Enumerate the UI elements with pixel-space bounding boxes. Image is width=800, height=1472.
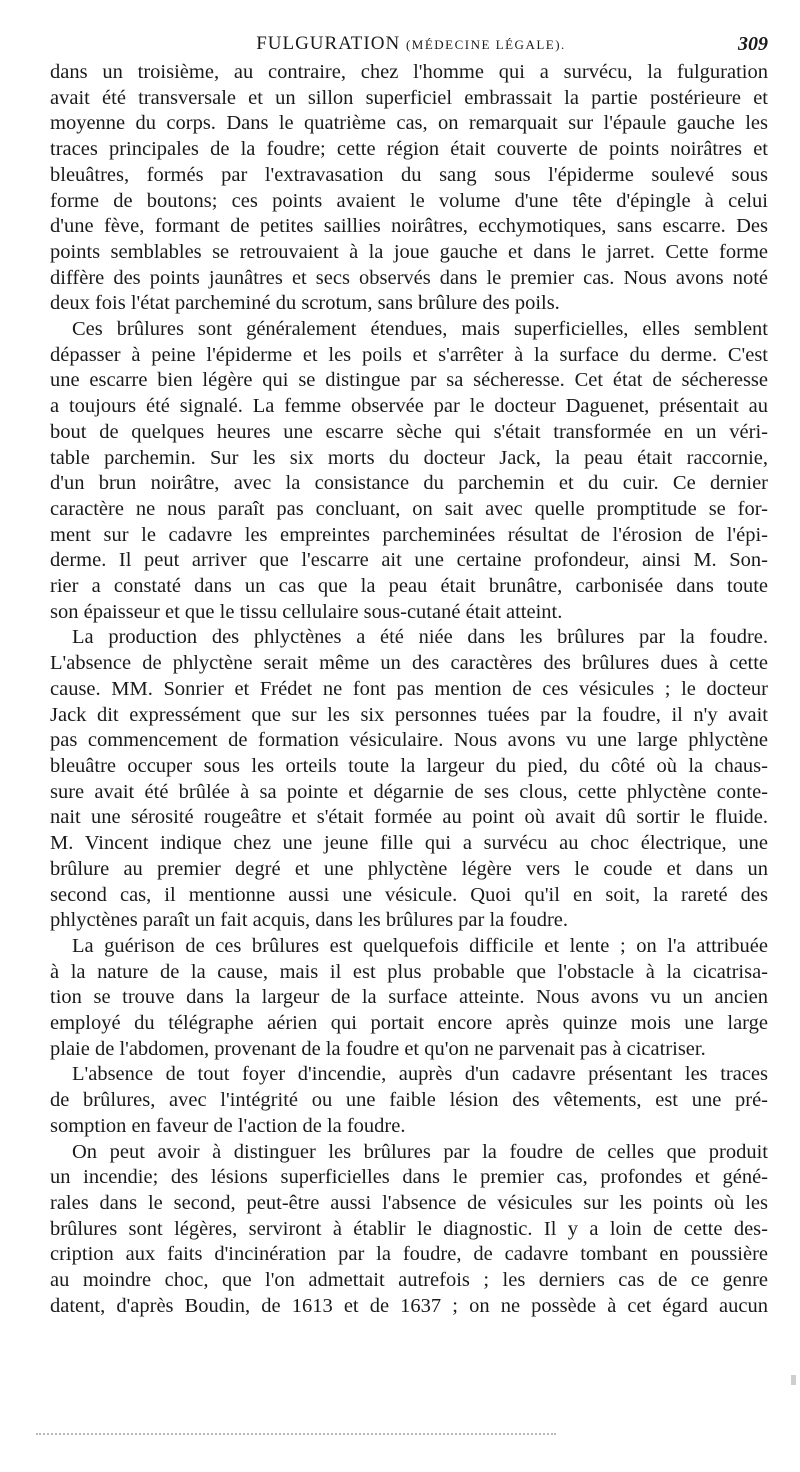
text-line: diffère des points jaunâtres et secs observés dans le premier cas. Nous avons noté: [50, 266, 768, 289]
running-title-main: FULGURATION: [256, 33, 401, 54]
body-text: [50, 60, 768, 1319]
text-line: somption en faveur de l'action de la foudre.: [50, 1114, 406, 1137]
text-line: Ces brûlures sont généralement étendues, mais superficielles, elles semblent: [72, 318, 768, 341]
text-line: points semblables se retrouvaient à la joue gauche et dans le jarret. Cette forme: [50, 240, 768, 263]
text-line: La production des phlyctènes a été niée dans les brûlures par la foudre.: [72, 626, 768, 649]
paragraph: [50, 1062, 768, 1139]
text-line: dépasser à peine l'épiderme et les poils et s'arrêter à la surface du derme. C'est: [50, 343, 768, 366]
text-line: bout de quelques heures une escarre sèche qui s'était transformée en un véri-: [50, 420, 768, 443]
text-line: nait une sérosité rougeâtre et s'était formée au point où avait dû sortir le fluide.: [50, 806, 768, 829]
paragraph: [50, 934, 768, 1063]
text-line: L'absence de phlyctène serait même un des caractères des brûlures dues à cette: [50, 652, 768, 675]
text-line: ment sur le cadavre les empreintes parcheminées résultat de l'érosion de l'épi-: [50, 523, 768, 546]
text-line: brûlures sont légères, serviront à établir le diagnostic. Il y a loin de cette des-: [50, 1217, 768, 1240]
text-line: phlyctènes paraît un fait acquis, dans les brûlures par la foudre.: [50, 909, 569, 932]
running-title: [54, 30, 768, 59]
text-line: cause. MM. Sonrier et Frédet ne font pas mention de ces vésicules ; le docteur: [50, 677, 768, 700]
text-line: un incendie; des lésions superficielles dans le premier cas, profondes et géné-: [50, 1166, 768, 1189]
text-line: sure avait été brûlée à sa pointe et dégarnie de ses clous, cette phlyctène conte-: [50, 780, 768, 803]
text-line: une escarre bien légère qui se distingue par sa sécheresse. Cet état de sécheresse: [50, 369, 768, 392]
paragraph: [50, 60, 768, 317]
text-line: employé du télégraphe aérien qui portait encore après quinze mois une large: [50, 1012, 768, 1035]
text-line: moyenne du corps. Dans le quatrième cas, on remarquait sur l'épaule gauche les: [50, 112, 768, 135]
text-line: caractère ne nous paraît pas concluant, on sait avec quelle promptitude se for-: [50, 497, 768, 520]
text-line: avait été transversale et un sillon superficiel embrassait la partie postérieure et: [50, 86, 768, 109]
text-line: à la nature de la cause, mais il est plus probable que l'obstacle à la cicatrisa-: [50, 960, 768, 983]
text-line: bleuâtre occuper sous les orteils toute la largeur du pied, du côté où la chaus-: [50, 754, 768, 777]
running-title-subtitle: (MÉDECINE LÉGALE).: [405, 37, 566, 52]
text-line: rier a constaté dans un cas que la peau était brunâtre, carbonisée dans toute: [50, 575, 768, 598]
text-line: plaie de l'abdomen, provenant de la foudre et qu'on ne parvenait pas à cicatriser.: [50, 1037, 706, 1060]
text-line: cription aux faits d'incinération par la foudre, de cadavre tombant en poussière: [50, 1243, 768, 1266]
margin-mark: [791, 1375, 796, 1385]
text-line: rales dans le second, peut-être aussi l'absence de vésicules sur les points où les: [50, 1191, 768, 1214]
text-line: La guérison de ces brûlures est quelquefois difficile et lente ; on l'a attribuée: [72, 934, 768, 957]
text-line: deux fois l'état parcheminé du scrotum, sans brûlure des poils.: [50, 292, 560, 315]
text-line: dans un troisième, au contraire, chez l'homme qui a survécu, la fulguration: [50, 61, 768, 83]
text-line: pas commencement de formation vésiculaire. Nous avons vu une large phlyctène: [50, 729, 768, 752]
running-header: [54, 30, 768, 58]
text-line: table parchemin. Sur les six morts du docteur Jack, la peau était raccornie,: [50, 446, 768, 469]
text-line: traces principales de la foudre; cette région était couverte de points noirâtres et: [50, 138, 768, 161]
text-line: d'une fève, formant de petites saillies noirâtres, ecchymotiques, sans escarre. Des: [50, 215, 768, 238]
text-line: d'un brun noirâtre, avec la consistance du parchemin et du cuir. Ce dernier: [50, 472, 768, 495]
paragraph: [50, 625, 768, 933]
text-line: second cas, il mentionne aussi une vésicule. Quoi qu'il en soit, la rareté des: [50, 883, 768, 906]
paragraph: [50, 1140, 768, 1320]
paragraph: [50, 317, 768, 625]
text-line: de brûlures, avec l'intégrité ou une faible lésion des vêtements, est une pré-: [50, 1089, 768, 1112]
text-line: bleuâtres, formés par l'extravasation du sang sous l'épiderme soulevé sous: [50, 163, 768, 186]
text-line: au moindre choc, que l'on admettait autrefois ; les derniers cas de ce genre: [50, 1269, 768, 1292]
page-number: 309: [738, 33, 768, 55]
text-line: a toujours été signalé. La femme observée par le docteur Daguenet, présentait au: [50, 395, 768, 418]
text-line: son épaisseur et que le tissu cellulaire sous-cutané était atteint.: [50, 600, 563, 623]
text-line: Jack dit expressément que sur les six personnes tuées par la foudre, il n'y avait: [50, 703, 768, 726]
text-line: forme de boutons; ces points avaient le volume d'une tête d'épingle à celui: [50, 189, 768, 212]
text-line: L'absence de tout foyer d'incendie, auprès d'un cadavre présentant les traces: [72, 1063, 768, 1086]
text-line: M. Vincent indique chez une jeune fille qui a survécu au choc électrique, une: [50, 832, 768, 855]
text-line: derme. Il peut arriver que l'escarre ait une certaine profondeur, ainsi M. Son-: [50, 549, 768, 572]
text-line: On peut avoir à distinguer les brûlures par la foudre de celles que produit: [72, 1140, 768, 1163]
text-line: brûlure au premier degré et une phlyctène légère vers le coude et dans un: [50, 857, 768, 880]
footer-dotted-rule: [36, 1433, 556, 1435]
text-line: datent, d'après Boudin, de 1613 et de 1637 ; on ne possède à cet égard aucun: [50, 1294, 768, 1317]
text-line: tion se trouve dans la largeur de la surface atteinte. Nous avons vu un ancien: [50, 986, 768, 1009]
